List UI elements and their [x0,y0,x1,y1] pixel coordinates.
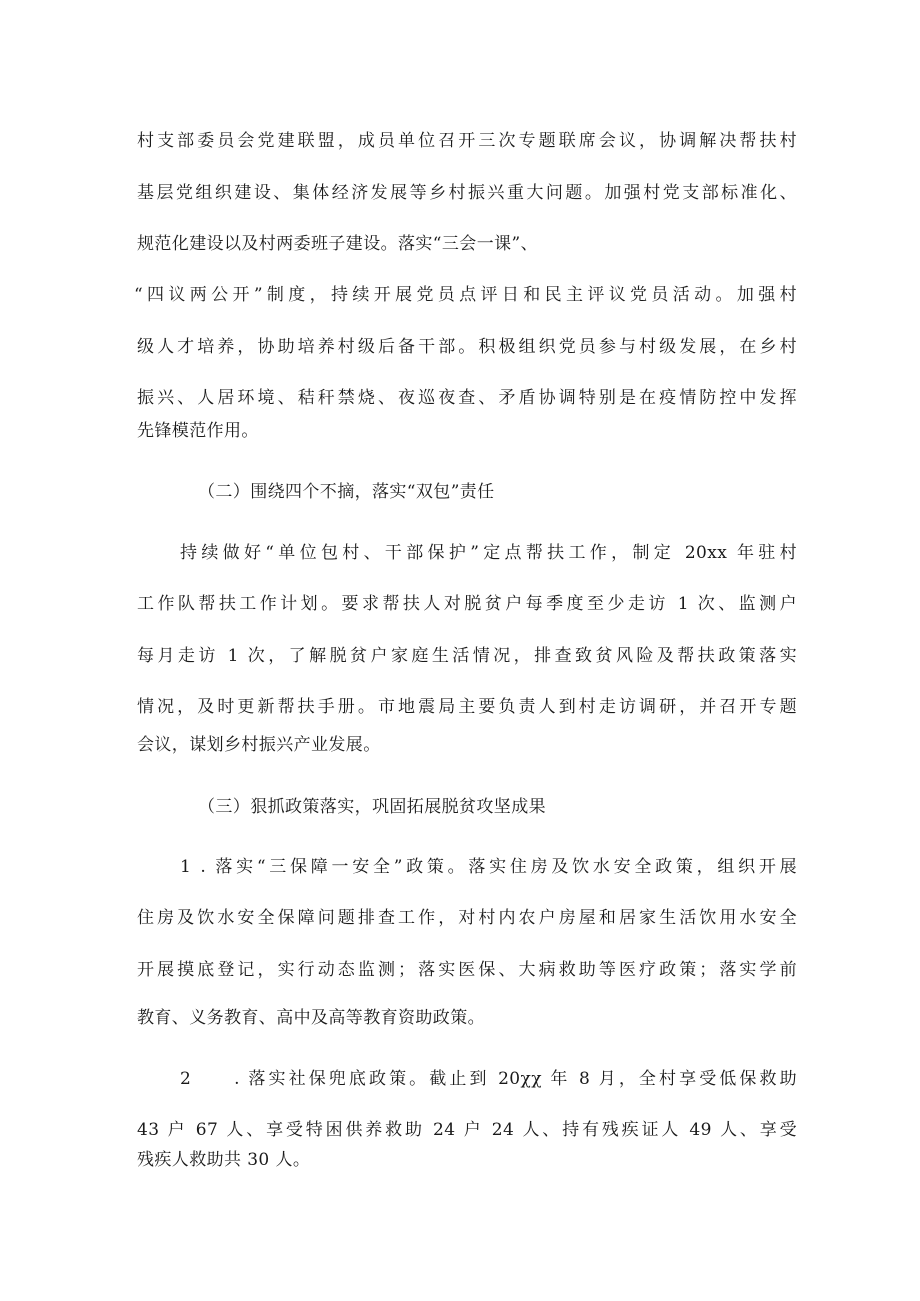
section-heading-2: （二）围绕四个不摘，落实“双包”责任 [198,482,495,502]
paragraph-2-line-5: 会议，谋划乡村振兴产业发展。 [137,735,381,755]
paragraph-1-line-3: 规范化建设以及村两委班子建设。落实“三会一课”、 [137,234,538,254]
section-heading-3: （三）狠抓政策落实，巩固拓展脱贫攻坚成果 [198,797,546,817]
paragraph-3-line-4: 教育、义务教育、高中及高等教育资助政策。 [137,1008,485,1028]
paragraph-4-line-2: 43 户 67 人、享受特困供养救助 24 户 24 人、持有残疾证人 49 人、享受 [137,1120,797,1140]
paragraph-4-line-3: 残疾人救助共 30 人。 [137,1150,311,1170]
paragraph-2-line-4: 情况，及时更新帮扶手册。市地震局主要负责人到村走访调研，并召开专题 [137,697,797,717]
paragraph-1-line-6: 振兴、人居环境、秸秆禁烧、夜巡夜查、矛盾协调特别是在疫情防控中发挥 [137,388,797,408]
paragraph-1-line-7: 先锋模范作用。 [137,421,259,441]
paragraph-1-line-5: 级人才培养，协助培养村级后备干部。积极组织党员参与村级发展，在乡村 [137,337,797,357]
paragraph-3-line-1: 1 . 落实“三保障一安全”政策。落实住房及饮水安全政策，组织开展 [180,857,797,877]
paragraph-4-line-1: 2 . 落实社保兜底政策。截止到 20χχ 年 8 月，全村享受低保救助 [180,1069,797,1089]
paragraph-3-line-2: 住房及饮水安全保障问题排查工作，对村内农户房屋和居家生活饮用水安全 [137,908,797,928]
paragraph-1-line-4: “四议两公开”制度，持续开展党员点评日和民主评议党员活动。加强村 [134,285,797,305]
paragraph-3-line-3: 开展摸底登记，实行动态监测；落实医保、大病救助等医疗政策；落实学前 [137,960,797,980]
paragraph-1-line-2: 基层党组织建设、集体经济发展等乡村振兴重大问题。加强村党支部标准化、 [137,183,797,203]
paragraph-1-line-1: 村支部委员会党建联盟，成员单位召开三次专题联席会议，协调解决帮扶村 [137,131,797,151]
paragraph-2-line-1: 持续做好“单位包村、干部保护”定点帮扶工作，制定 20xx 年驻村 [180,543,797,563]
paragraph-2-line-2: 工作队帮扶工作计划。要求帮扶人对脱贫户每季度至少走访 1 次、监测户 [137,594,797,614]
paragraph-2-line-3: 每月走访 1 次，了解脱贫户家庭生活情况，排查致贫风险及帮扶政策落实 [137,646,797,666]
